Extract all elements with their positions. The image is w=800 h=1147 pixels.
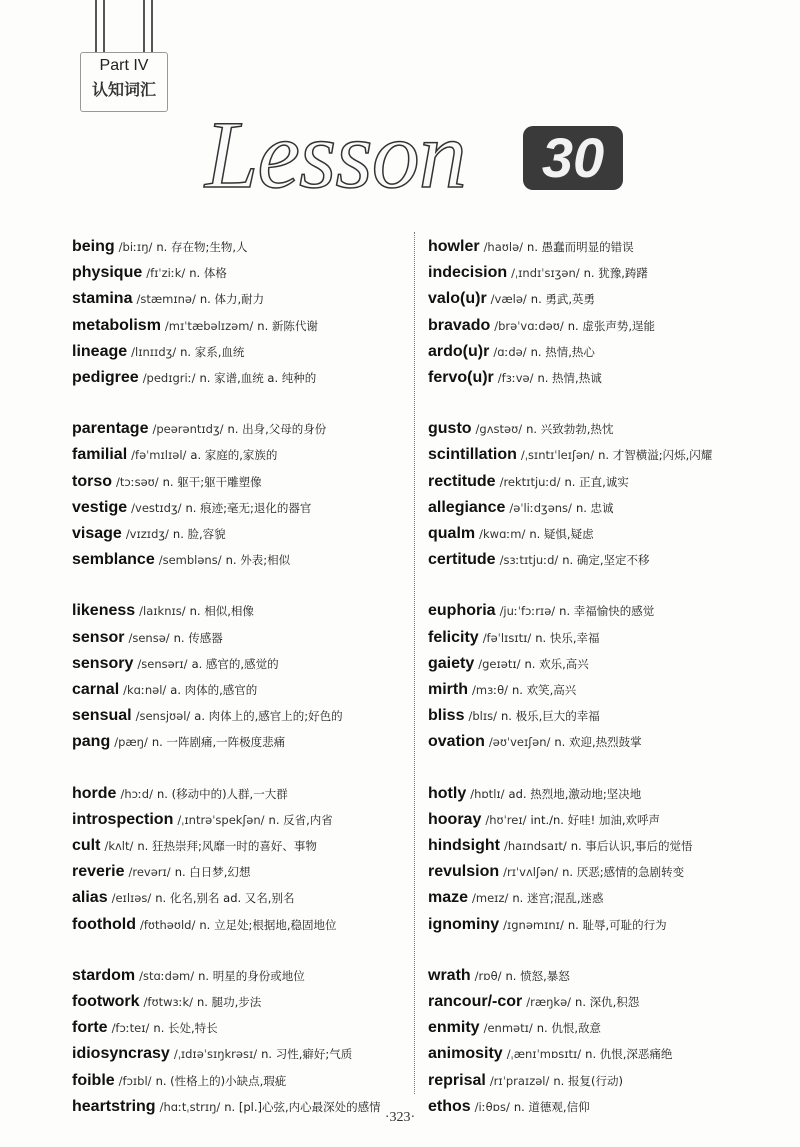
entry-def: n. 欢迎,热烈鼓掌 [554,735,642,750]
entry-def: n. 长处,特长 [153,1021,218,1036]
entry-word: gusto [428,420,472,438]
vocab-group [428,416,778,573]
vocab-group [72,416,406,573]
entry-word: carnal [72,681,120,699]
entry-def: n. 躯干;躯干雕塑像 [162,474,262,489]
entry-word: sensory [72,654,134,672]
entry-word: vestige [72,498,128,516]
vocab-entry [72,807,406,833]
entry-word: foothold [72,915,136,933]
entry-word: valo(u)r [428,290,487,308]
entry-pron: /əʊˈveɪʃən/ [488,735,551,750]
entry-pron: /fʊtwɜːk/ [143,995,194,1010]
entry-def: n. 兴致勃勃,热忱 [526,422,614,437]
vocab-entry [72,859,406,885]
entry-word: rectitude [428,472,496,490]
entry-pron: /sensə/ [128,630,170,645]
vocab-entry [428,521,778,547]
entry-word: sensor [72,628,125,646]
entry-word: idiosyncrasy [72,1045,170,1063]
entry-word: ardo(u)r [428,342,490,360]
binder-ring-icon [95,0,105,58]
vocab-entry [428,833,778,859]
entry-word: bravado [428,316,491,334]
entry-pron: /tɔːsəʊ/ [116,474,159,489]
vocab-entry [72,469,406,495]
entry-def: n. 欢笑,高兴 [511,683,577,698]
page-number: ·323· [384,1110,416,1125]
vocab-entry [72,313,406,339]
entry-word: pang [72,733,111,751]
entry-def: n. 热情,热心 [530,344,595,359]
entry-def: a. 肉体上的,感官上的;好色的 [194,709,343,724]
entry-pron: /haɪndsaɪt/ [503,839,567,854]
entry-pron: /ˌɪntrəˈspekʃən/ [177,812,265,827]
vocab-group [428,598,778,755]
entry-word: hooray [428,810,482,828]
entry-word: rancour/-cor [428,993,523,1011]
vocab-entry [72,625,406,651]
entry-word: stardom [72,966,136,984]
entry-def: n. 愚蠢而明显的错误 [527,240,634,254]
vocab-entry [72,912,406,938]
vocab-entry [72,989,406,1015]
entry-word: enmity [428,1019,480,1037]
vocab-entry [428,260,778,286]
column-divider [414,232,415,1094]
entry-pron: /ˌɪdɪəˈsɪŋkrəsɪ/ [173,1047,258,1062]
entry-def: n. 脸,容貌 [172,527,226,542]
entry-word: torso [72,472,112,490]
entry-def: int./n. 好哇! 加油,欢呼声 [530,812,661,827]
vocab-entry [72,416,406,442]
vocab-entry [72,703,406,729]
entry-pron: /brəˈvɑːdəʊ/ [494,318,564,333]
entry-word: reprisal [428,1071,486,1089]
entry-pron: /peərəntɪdʒ/ [152,422,224,437]
entry-pron: /hʊˈreɪ/ [485,812,527,827]
entry-word: gaiety [428,654,475,672]
entry-def: n. 相似,相像 [189,604,254,619]
entry-word: ovation [428,733,485,751]
entry-pron: /fɪˈziːk/ [146,266,186,281]
entry-word: hotly [428,784,467,802]
entry-def: n. 一阵剧痛,一阵极度悲痛 [151,735,286,750]
entry-pron: /gʌstəʊ/ [475,422,523,437]
entry-word: alias [72,889,108,907]
entry-word: howler [428,238,480,255]
entry-word: felicity [428,628,479,646]
left-column [72,234,406,1142]
entry-word: heartstring [72,1097,156,1115]
vocab-entry [72,598,406,624]
entry-pron: /sembləns/ [158,553,222,568]
vocab-entry [428,286,778,312]
entry-pron: /haʊlə/ [483,240,524,254]
entry-pron: /blɪs/ [468,709,497,724]
entry-def: n. 厌恶;感情的急剧转变 [562,865,685,880]
entry-word: stamina [72,290,133,308]
entry-pron: /ɪgnəmɪnɪ/ [503,917,564,932]
vocab-entry [428,651,778,677]
entry-def: n. 仇恨,敌意 [536,1021,602,1036]
entry-def: n. 才智横溢;闪烁,闪耀 [598,448,713,463]
entry-def: n. 明星的身份或地位 [198,968,305,983]
entry-pron: /mɜːθ/ [472,683,508,698]
entry-word: being [72,238,115,255]
entry-pron: /pedɪgriː/ [142,371,196,386]
part-tab [72,0,172,112]
entry-def: n. 传感器 [173,630,223,645]
entry-pron: /lɪnɪɪdʒ/ [131,344,177,359]
entry-word: hindsight [428,837,500,855]
entry-word: horde [72,784,117,802]
entry-pron: /fɜːvə/ [497,371,534,386]
vocab-group [428,963,778,1120]
lesson-word: Lesson [205,101,466,208]
entry-pron: /fʊthəʊld/ [139,917,196,932]
vocab-entry [428,885,778,911]
vocab-entry [72,781,406,807]
entry-word: visage [72,525,122,543]
entry-def: n. 欢乐,高兴 [524,656,589,671]
vocab-entry [72,286,406,312]
entry-def: n. 外表;相似 [225,553,291,568]
vocab-entry [72,651,406,677]
entry-word: reverie [72,863,125,881]
vocab-entry [72,260,406,286]
entry-def: n. 事后认识,事后的觉悟 [570,839,693,854]
vocab-entry [72,547,406,573]
vocab-entry [428,677,778,703]
entry-def: n. 热情,热诚 [537,371,602,386]
vocab-entry [428,729,778,755]
lesson-number: 30 [523,126,623,190]
entry-pron: /fəˈlɪsɪtɪ/ [482,630,532,645]
vocab-entry [72,365,406,391]
entry-pron: /sensərɪ/ [137,656,188,671]
right-column [428,234,778,1145]
entry-pron: /əˈliːdʒəns/ [509,500,572,515]
entry-def: n. 习性,癖好;气质 [261,1047,353,1062]
entry-pron: /vælə/ [490,292,527,307]
entry-word: scintillation [428,446,517,464]
entry-pron: /biːɪŋ/ [118,240,153,254]
entry-pron: /kʌlt/ [104,839,134,854]
part-label-box [80,52,168,112]
vocab-entry [428,234,778,260]
entry-def: n. 正直,诚实 [564,474,629,489]
vocab-entry [72,442,406,468]
entry-def: a. 家庭的,家族的 [190,448,278,463]
entry-word: metabolism [72,316,161,334]
vocab-entry [428,313,778,339]
entry-word: certitude [428,551,496,569]
vocab-entry [428,547,778,573]
vocab-entry [428,1015,778,1041]
entry-pron: /sɜːtɪtjuːd/ [499,553,559,568]
entry-def: n. (性格上的)小缺点,瑕疵 [155,1073,287,1088]
entry-def: ad. 热烈地,激动地;坚决地 [508,786,642,801]
entry-def: n. 白日梦,幻想 [174,865,251,880]
vocab-entry [72,729,406,755]
entry-pron: /mɪˈtæbəlɪzəm/ [164,318,254,333]
entry-def: n. 家谱,血统 a. 纯种的 [199,371,317,386]
entry-pron: /rektɪtjuːd/ [499,474,561,489]
entry-word: parentage [72,420,149,438]
entry-def: n. 狂热崇拜;风靡一时的喜好、事物 [137,839,317,854]
entry-def: n. 化名,别名 ad. 又名,别名 [155,891,295,906]
entry-pron: /kɑːnəl/ [123,683,167,698]
entry-word: pedigree [72,369,139,387]
entry-pron: /stɑːdəm/ [139,968,195,983]
vocab-entry [72,1041,406,1067]
vocab-entry [428,703,778,729]
entry-pron: /ɑːdə/ [493,344,527,359]
vocab-entry [428,1041,778,1067]
vocab-entry [72,677,406,703]
entry-pron: /pæŋ/ [114,735,148,750]
entry-pron: /fɔɪbl/ [118,1073,152,1088]
entry-def: n. 耻辱,可耻的行为 [567,917,667,932]
entry-word: lineage [72,342,128,360]
entry-def: n. 确定,坚定不移 [562,553,650,568]
entry-pron: /kwɑːm/ [479,527,526,542]
entry-pron: /rɒθ/ [474,968,502,983]
vocab-group [72,598,406,755]
entry-word: qualm [428,525,476,543]
entry-def: n. 报复(行动) [553,1073,623,1088]
entry-pron: /ˌænɪˈmɒsɪtɪ/ [506,1047,582,1062]
entry-word: footwork [72,993,140,1011]
entry-def: n. 反省,内省 [268,812,333,827]
entry-pron: /vestɪdʒ/ [131,500,182,515]
entry-def: n. 虚张声势,逞能 [567,318,655,333]
entry-def: n. 家系,血统 [180,344,245,359]
vocab-entry [428,1068,778,1094]
entry-word: forte [72,1019,108,1037]
vocab-entry [428,989,778,1015]
entry-pron: /hɑːtˌstrɪŋ/ [159,1099,221,1114]
entry-pron: /ˌsɪntɪˈleɪʃən/ [520,448,595,463]
entry-word: allegiance [428,498,506,516]
entry-pron: /meɪz/ [472,891,509,906]
entry-def: n. 迷宫;混乱,迷惑 [512,891,604,906]
entry-word: bliss [428,707,465,725]
vocab-entry [428,859,778,885]
vocab-entry [428,339,778,365]
entry-word: likeness [72,602,136,620]
vocab-entry [428,416,778,442]
lesson-title [205,100,625,210]
entry-pron: /revərɪ/ [128,865,171,880]
entry-pron: /laɪknɪs/ [139,604,186,619]
entry-word: semblance [72,551,155,569]
entry-pron: /hɒtlɪ/ [470,786,505,801]
vocab-group [428,234,778,391]
entry-def: n. 新陈代谢 [257,318,318,333]
entry-def: a. 肉体的,感官的 [170,683,258,698]
entry-pron: /fəˈmɪlɪəl/ [131,448,187,463]
entry-pron: /hɔːd/ [120,786,153,801]
vocab-entry [428,495,778,521]
entry-pron: /vɪzɪdʒ/ [125,527,169,542]
entry-def: n. 深仇,积怨 [575,995,640,1010]
entry-def: n. 体力,耐力 [199,292,265,307]
entry-word: animosity [428,1045,503,1063]
entry-word: revulsion [428,863,500,881]
vocab-entry [428,598,778,624]
vocab-entry [72,833,406,859]
entry-word: maze [428,889,469,907]
entry-word: ignominy [428,915,500,933]
entry-pron: /stæmɪnə/ [136,292,196,307]
vocab-entry [72,521,406,547]
entry-word: wrath [428,966,471,984]
entry-def: n. 快乐,幸福 [535,630,600,645]
entry-def: a. 感官的,感觉的 [191,656,279,671]
entry-pron: /rɪˈpraɪzəl/ [489,1073,550,1088]
entry-def: n. 道德观,信仰 [513,1099,590,1114]
entry-pron: /enmətɪ/ [483,1021,533,1036]
entry-word: euphoria [428,602,496,620]
entry-def: n. 犹豫,踌躇 [583,266,648,281]
vocab-entry [72,234,406,260]
entry-pron: /ræŋkə/ [526,995,572,1010]
vocab-group [72,234,406,391]
entry-def: n. 体格 [189,266,227,281]
entry-pron: /sensjʊəl/ [135,709,191,724]
entry-def: n. 立足处;根据地,稳固地位 [199,917,337,932]
binder-ring-icon [143,0,153,58]
entry-def: n. 极乐,巨大的幸福 [500,709,600,724]
entry-def: n. 疑惧,疑虑 [529,527,594,542]
vocab-entry [428,365,778,391]
entry-def: n. (移动中的)人群,一大群 [156,786,288,801]
entry-def: n. 腿功,步法 [197,995,262,1010]
vocab-group [72,963,406,1117]
vocab-entry [428,469,778,495]
entry-pron: /fɔːteɪ/ [111,1021,150,1036]
entry-def: n. 忠诚 [575,500,614,515]
entry-word: fervo(u)r [428,369,494,387]
entry-word: familial [72,446,128,464]
vocab-entry [72,963,406,989]
entry-word: mirth [428,681,468,699]
entry-word: cult [72,837,101,855]
vocab-entry [72,885,406,911]
vocab-entry [72,1015,406,1041]
vocab-entry [428,625,778,651]
vocab-entry [428,912,778,938]
entry-def: n. 幸福愉快的感觉 [559,604,655,619]
entry-def: n. 勇武,英勇 [530,292,596,307]
entry-pron: /eɪlɪəs/ [111,891,152,906]
entry-def: n. 痕迹;毫无;退化的器官 [185,500,312,515]
entry-pron: /geɪətɪ/ [478,656,521,671]
vocab-group [72,781,406,938]
entry-word: indecision [428,264,508,282]
entry-def: n. 出身,父母的身份 [227,422,327,437]
vocab-entry [72,339,406,365]
entry-word: ethos [428,1097,471,1115]
entry-def: n. 仇恨,深恶痛绝 [585,1047,673,1062]
vocab-entry [428,963,778,989]
entry-pron: /iːθɒs/ [474,1099,510,1114]
entry-def: n. [pl.]心弦,内心最深处的感情 [224,1099,381,1114]
part-label: Part IV [99,57,149,74]
entry-word: foible [72,1071,115,1089]
vocab-group [428,781,778,938]
vocab-entry [428,781,778,807]
vocab-entry [428,807,778,833]
vocab-entry [72,1068,406,1094]
vocab-entry [72,495,406,521]
part-subtitle: 认知词汇 [91,80,156,99]
entry-word: introspection [72,810,174,828]
entry-def: n. 存在物;生物,人 [156,240,248,254]
entry-pron: /rɪˈvʌlʃən/ [503,865,559,880]
entry-word: sensual [72,707,132,725]
vocab-entry [428,442,778,468]
entry-word: physique [72,264,143,282]
entry-def: n. 愤怒,暴怒 [505,968,570,983]
entry-pron: /ˌɪndɪˈsɪʒən/ [511,266,580,281]
entry-pron: /juːˈfɔːrɪə/ [499,604,556,619]
